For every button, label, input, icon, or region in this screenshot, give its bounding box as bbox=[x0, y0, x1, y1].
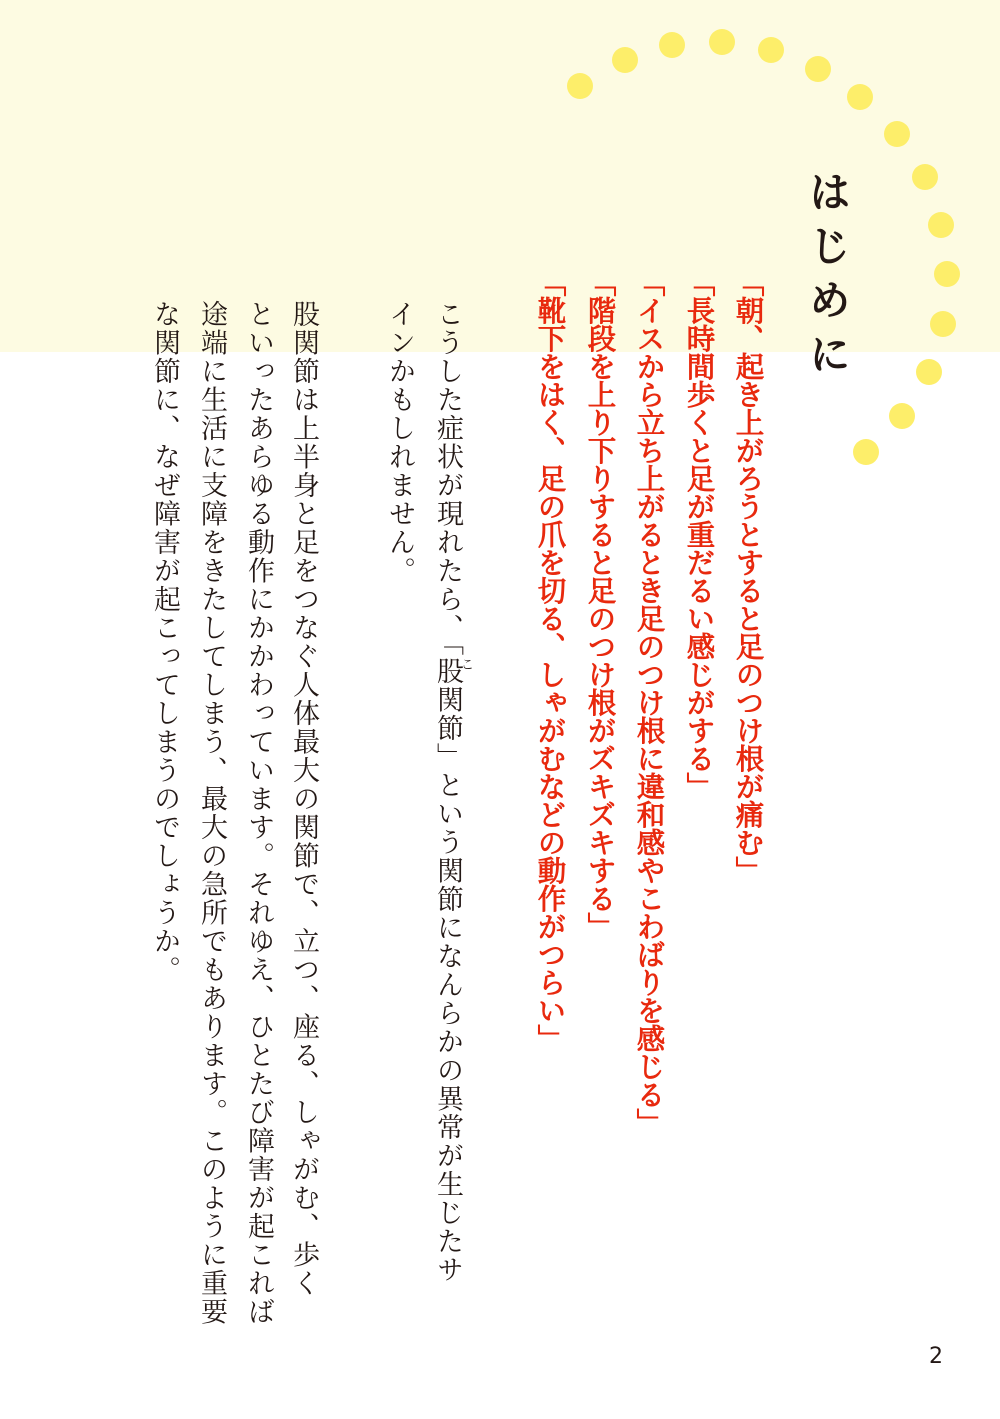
body-text-line: インかもしれません。 bbox=[384, 300, 415, 585]
symptom-line: 「靴下をはく、足の爪を切る、しゃがむなどの動作がつらい」 bbox=[533, 268, 567, 1052]
symptom-line: 「朝、起き上がろうとすると足のつけ根が痛む」 bbox=[731, 268, 765, 884]
dot bbox=[612, 47, 638, 73]
body-text-line: といったあらゆる動作にかかわっています。それゆえ、ひとたび障害が起これば bbox=[243, 300, 274, 1326]
dot bbox=[912, 164, 938, 190]
body-text-line: な関節に、なぜ障害が起こってしまうのでしょうか。 bbox=[149, 300, 180, 984]
dot bbox=[805, 56, 831, 82]
dot bbox=[853, 439, 879, 465]
dot bbox=[916, 359, 942, 385]
dot bbox=[884, 121, 910, 147]
ruby-annotation: こ bbox=[461, 658, 475, 673]
dot bbox=[709, 29, 735, 55]
dot bbox=[847, 84, 873, 110]
body-text-line: 途端に生活に支障をきたしてしまう、最大の急所でもあります。このように重要 bbox=[196, 300, 227, 1326]
symptom-line: 「階段を上り下りすると足のつけ根がズキズキする」 bbox=[583, 268, 617, 940]
dot bbox=[758, 37, 784, 63]
symptom-line: 「イスから立ち上がるとき足のつけ根に違和感やこわばりを感じる」 bbox=[632, 268, 666, 1136]
body-text-line: 股関節は上半身と足をつなぐ人体最大の関節で、立つ、座る、しゃがむ、歩く bbox=[288, 300, 319, 1298]
dot bbox=[567, 73, 593, 99]
dot bbox=[928, 212, 954, 238]
symptom-line: 「長時間歩くと足が重だるい感じがする」 bbox=[682, 268, 716, 800]
dot bbox=[889, 403, 915, 429]
dot bbox=[659, 32, 685, 58]
body-text-line: こうした症状が現れたら、「股関節」という関節になんらかの異常が生じたサ bbox=[432, 300, 463, 1284]
page-title: はじめに bbox=[803, 170, 852, 386]
dot bbox=[934, 261, 960, 287]
dot bbox=[930, 311, 956, 337]
page-number: 2 bbox=[929, 1344, 943, 1369]
